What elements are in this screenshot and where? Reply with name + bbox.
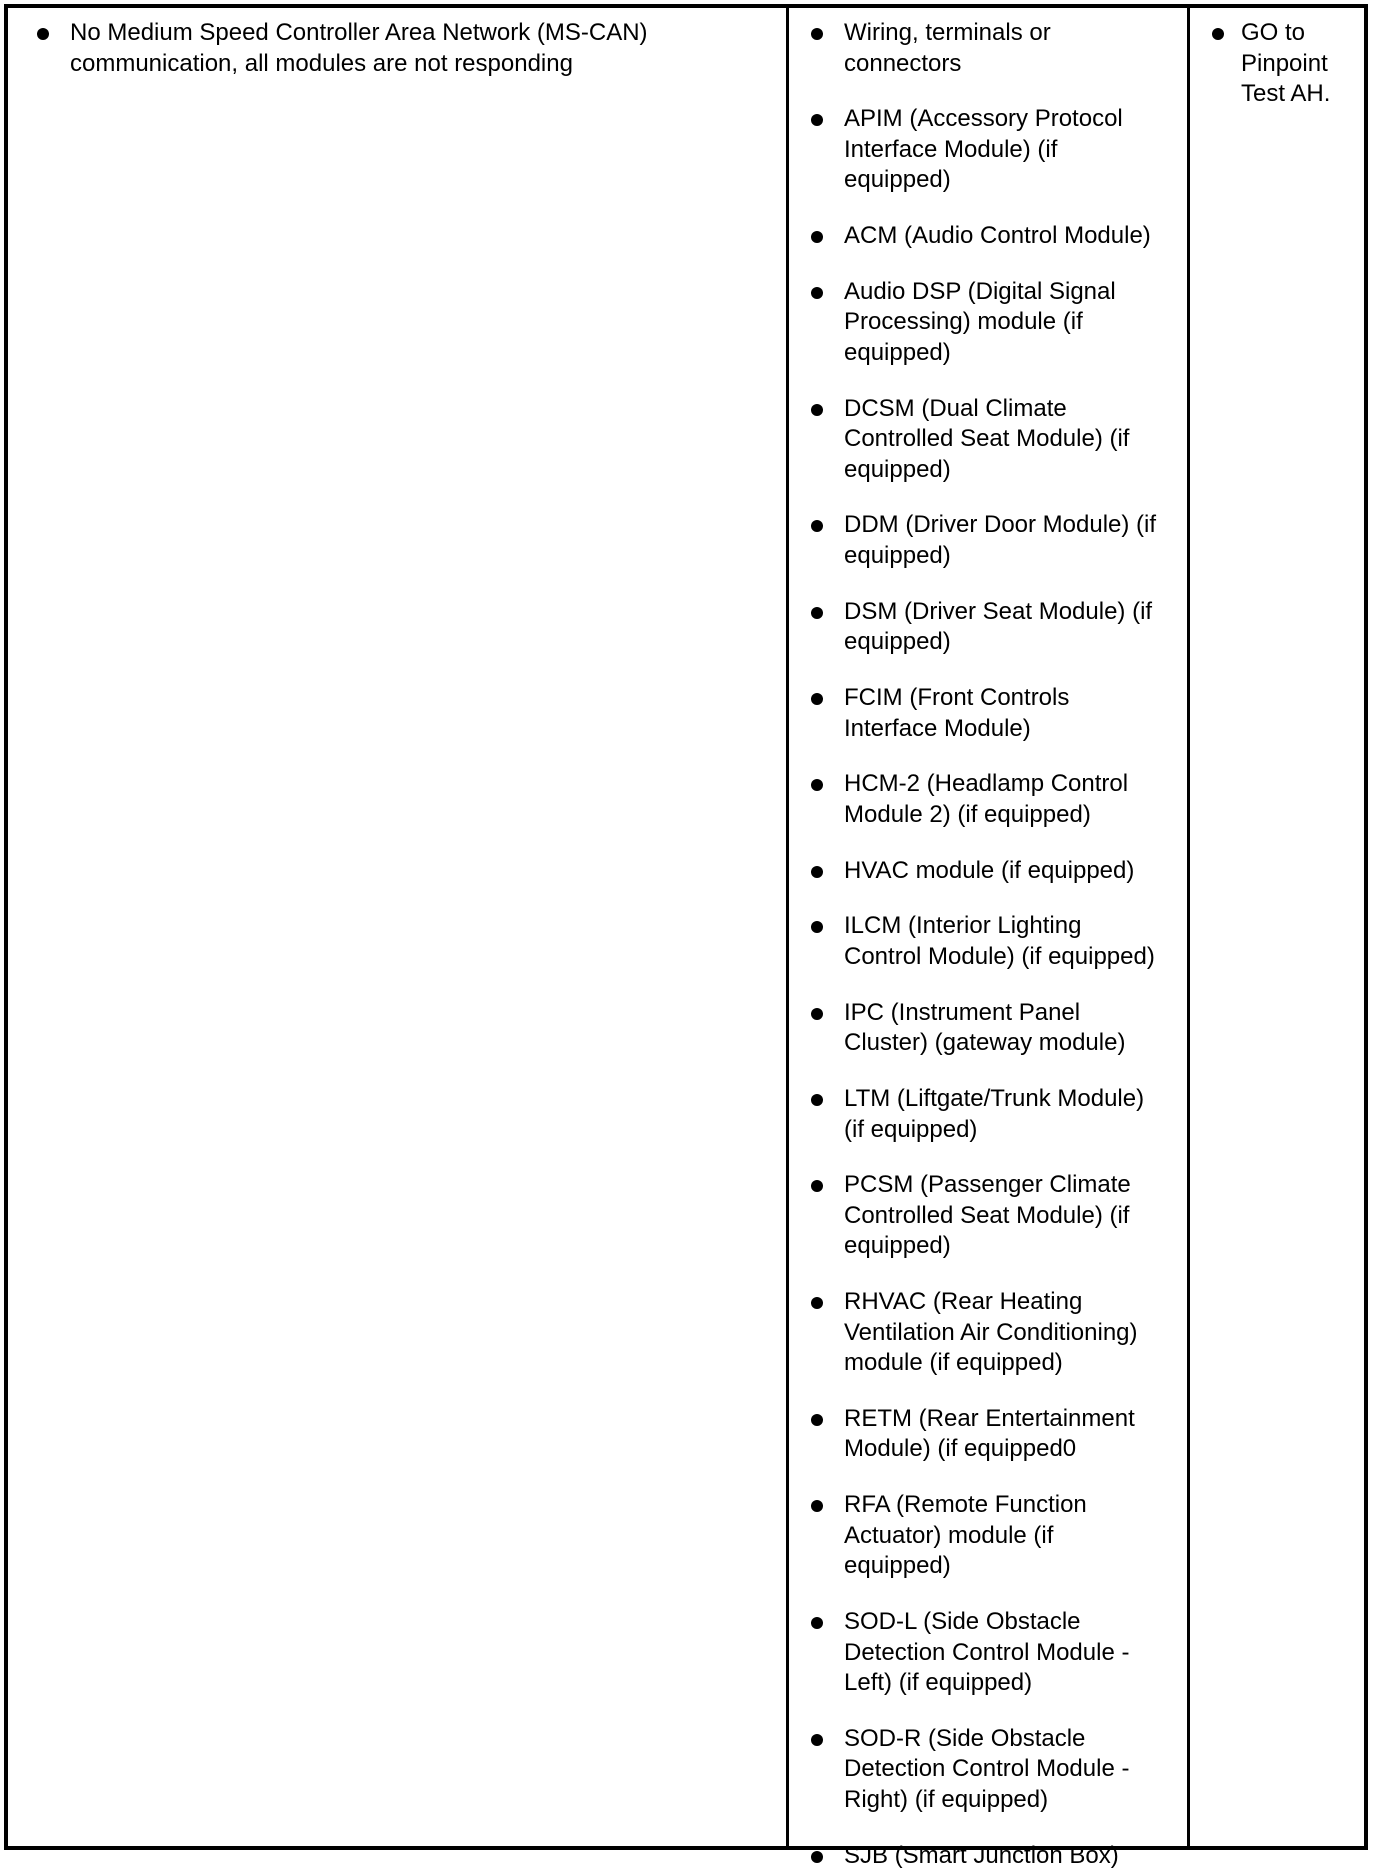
possible-source-line: equipped) bbox=[844, 455, 951, 483]
possible-source-line: Detection Control Module - bbox=[844, 1638, 1130, 1666]
possible-source-line: ILCM (Interior Lighting bbox=[844, 912, 1082, 940]
possible-source-text bbox=[811, 1724, 1187, 1816]
possible-source-text bbox=[811, 1404, 1187, 1465]
possible-source-line: (if equipped) bbox=[844, 1115, 978, 1143]
possible-source-line: connectors bbox=[844, 49, 962, 77]
symptom-item bbox=[37, 18, 786, 79]
possible-source-line: Control Module) (if equipped) bbox=[844, 942, 1155, 970]
action-line: Test AH. bbox=[1241, 80, 1331, 107]
symptom-list bbox=[8, 8, 786, 79]
possible-source-item bbox=[811, 104, 1187, 196]
possible-source-line: Interface Module) (if bbox=[844, 135, 1058, 163]
possible-source-item bbox=[811, 683, 1187, 744]
possible-source-text bbox=[811, 221, 1187, 252]
possible-source-line: SOD-R (Side Obstacle bbox=[844, 1724, 1086, 1752]
possible-source-text bbox=[811, 683, 1187, 744]
possible-source-text bbox=[811, 1084, 1187, 1145]
possible-source-line: DCSM (Dual Climate bbox=[844, 394, 1067, 422]
action-column bbox=[1190, 8, 1364, 1846]
possible-sources-list bbox=[789, 8, 1187, 1871]
possible-source-line: equipped) bbox=[844, 1552, 951, 1580]
possible-source-item bbox=[811, 394, 1187, 486]
possible-source-line: LTM (Liftgate/Trunk Module) bbox=[844, 1085, 1145, 1113]
possible-source-line: Controlled Seat Module) (if bbox=[844, 1201, 1130, 1229]
possible-source-item bbox=[811, 856, 1187, 887]
action-item bbox=[1212, 18, 1364, 110]
bullet-icon bbox=[811, 1008, 823, 1020]
possible-source-line: Ventilation Air Conditioning) bbox=[844, 1318, 1138, 1346]
possible-source-line: HCM-2 (Headlamp Control bbox=[844, 770, 1129, 798]
possible-source-line: RFA (Remote Function bbox=[844, 1491, 1087, 1519]
possible-source-line: Cluster) (gateway module) bbox=[844, 1029, 1126, 1057]
action-list bbox=[1190, 8, 1364, 110]
possible-source-line: Controlled Seat Module) (if bbox=[844, 425, 1130, 453]
possible-source-line: PCSM (Passenger Climate bbox=[844, 1171, 1131, 1199]
possible-source-text bbox=[811, 510, 1187, 571]
possible-source-line: Interface Module) bbox=[844, 714, 1031, 742]
possible-source-item bbox=[811, 510, 1187, 571]
diagnostic-table bbox=[4, 4, 1368, 1869]
action-line: Pinpoint bbox=[1241, 49, 1328, 77]
possible-source-line: module (if equipped) bbox=[844, 1349, 1063, 1377]
possible-source-text bbox=[811, 1170, 1187, 1262]
possible-source-item bbox=[811, 1287, 1187, 1379]
possible-source-line: equipped) bbox=[844, 628, 951, 656]
possible-source-line: RETM (Rear Entertainment bbox=[844, 1404, 1135, 1432]
possible-source-text bbox=[811, 856, 1187, 887]
possible-source-text bbox=[811, 1490, 1187, 1582]
possible-source-item bbox=[811, 1607, 1187, 1699]
bullet-icon bbox=[811, 693, 823, 705]
bullet-icon bbox=[811, 607, 823, 619]
bullet-icon bbox=[811, 404, 823, 416]
possible-source-item bbox=[811, 1490, 1187, 1582]
possible-source-line: equipped) bbox=[844, 1232, 951, 1260]
possible-source-line: APIM (Accessory Protocol bbox=[844, 105, 1123, 133]
possible-source-line: Left) (if equipped) bbox=[844, 1669, 1033, 1697]
possible-source-item bbox=[811, 1404, 1187, 1465]
bullet-icon bbox=[811, 1414, 823, 1426]
possible-source-line: Right) (if equipped) bbox=[844, 1785, 1049, 1813]
possible-source-item bbox=[811, 1170, 1187, 1262]
bullet-icon bbox=[811, 1851, 823, 1863]
possible-source-line: Audio DSP (Digital Signal bbox=[844, 277, 1116, 305]
bullet-icon bbox=[811, 1094, 823, 1106]
possible-source-item bbox=[811, 1724, 1187, 1816]
possible-source-line: equipped) bbox=[844, 166, 951, 194]
possible-source-text bbox=[811, 1287, 1187, 1379]
possible-source-line: DDM (Driver Door Module) (if bbox=[844, 511, 1157, 539]
possible-source-text bbox=[811, 18, 1187, 79]
possible-source-item bbox=[811, 18, 1187, 79]
possible-source-text bbox=[811, 769, 1187, 830]
possible-source-line: DSM (Driver Seat Module) (if bbox=[844, 597, 1153, 625]
possible-source-text bbox=[811, 277, 1187, 369]
possible-source-line: RHVAC (Rear Heating bbox=[844, 1288, 1083, 1316]
possible-source-item bbox=[811, 221, 1187, 252]
possible-source-text bbox=[811, 1607, 1187, 1699]
possible-source-item bbox=[811, 1084, 1187, 1145]
possible-source-line: IPC (Instrument Panel bbox=[844, 998, 1081, 1026]
possible-source-line: Actuator) module (if bbox=[844, 1521, 1054, 1549]
bullet-icon bbox=[1212, 28, 1224, 40]
possible-source-text bbox=[811, 597, 1187, 658]
possible-source-line: Processing) module (if bbox=[844, 308, 1083, 336]
possible-source-text bbox=[811, 998, 1187, 1059]
possible-source-item bbox=[811, 998, 1187, 1059]
bullet-icon bbox=[811, 231, 823, 243]
bullet-icon bbox=[811, 1617, 823, 1629]
possible-source-line: Detection Control Module - bbox=[844, 1755, 1130, 1783]
possible-sources-column bbox=[786, 8, 1190, 1869]
possible-source-item bbox=[811, 911, 1187, 972]
possible-source-item bbox=[811, 597, 1187, 658]
possible-source-line: SOD-L (Side Obstacle bbox=[844, 1608, 1081, 1636]
possible-source-line: equipped) bbox=[844, 338, 951, 366]
possible-source-line: Module) (if equipped0 bbox=[844, 1435, 1077, 1463]
possible-source-line: equipped) bbox=[844, 541, 951, 569]
bullet-icon bbox=[811, 28, 823, 40]
possible-source-line: Wiring, terminals or bbox=[844, 19, 1051, 46]
action-text bbox=[1212, 18, 1364, 110]
possible-source-text bbox=[811, 104, 1187, 196]
possible-source-line: SJB (Smart Junction Box) bbox=[844, 1841, 1119, 1869]
possible-source-line: Module 2) (if equipped) bbox=[844, 800, 1091, 828]
possible-source-text bbox=[811, 394, 1187, 486]
bullet-icon bbox=[37, 28, 49, 40]
possible-source-line: FCIM (Front Controls bbox=[844, 684, 1070, 712]
possible-source-item bbox=[811, 769, 1187, 830]
action-line: GO to bbox=[1241, 19, 1306, 46]
bullet-icon bbox=[811, 866, 823, 878]
bullet-icon bbox=[811, 1734, 823, 1746]
possible-source-line: ACM (Audio Control Module) bbox=[844, 222, 1151, 250]
symptom-text: No Medium Speed Controller Area Network (MS-CAN) communication, all modules are not responding bbox=[70, 19, 648, 77]
possible-source-text bbox=[811, 911, 1187, 972]
possible-source-item bbox=[811, 277, 1187, 369]
possible-source-line: HVAC module (if equipped) bbox=[844, 856, 1135, 884]
symptom-column bbox=[8, 8, 786, 1846]
bullet-icon bbox=[811, 287, 823, 299]
